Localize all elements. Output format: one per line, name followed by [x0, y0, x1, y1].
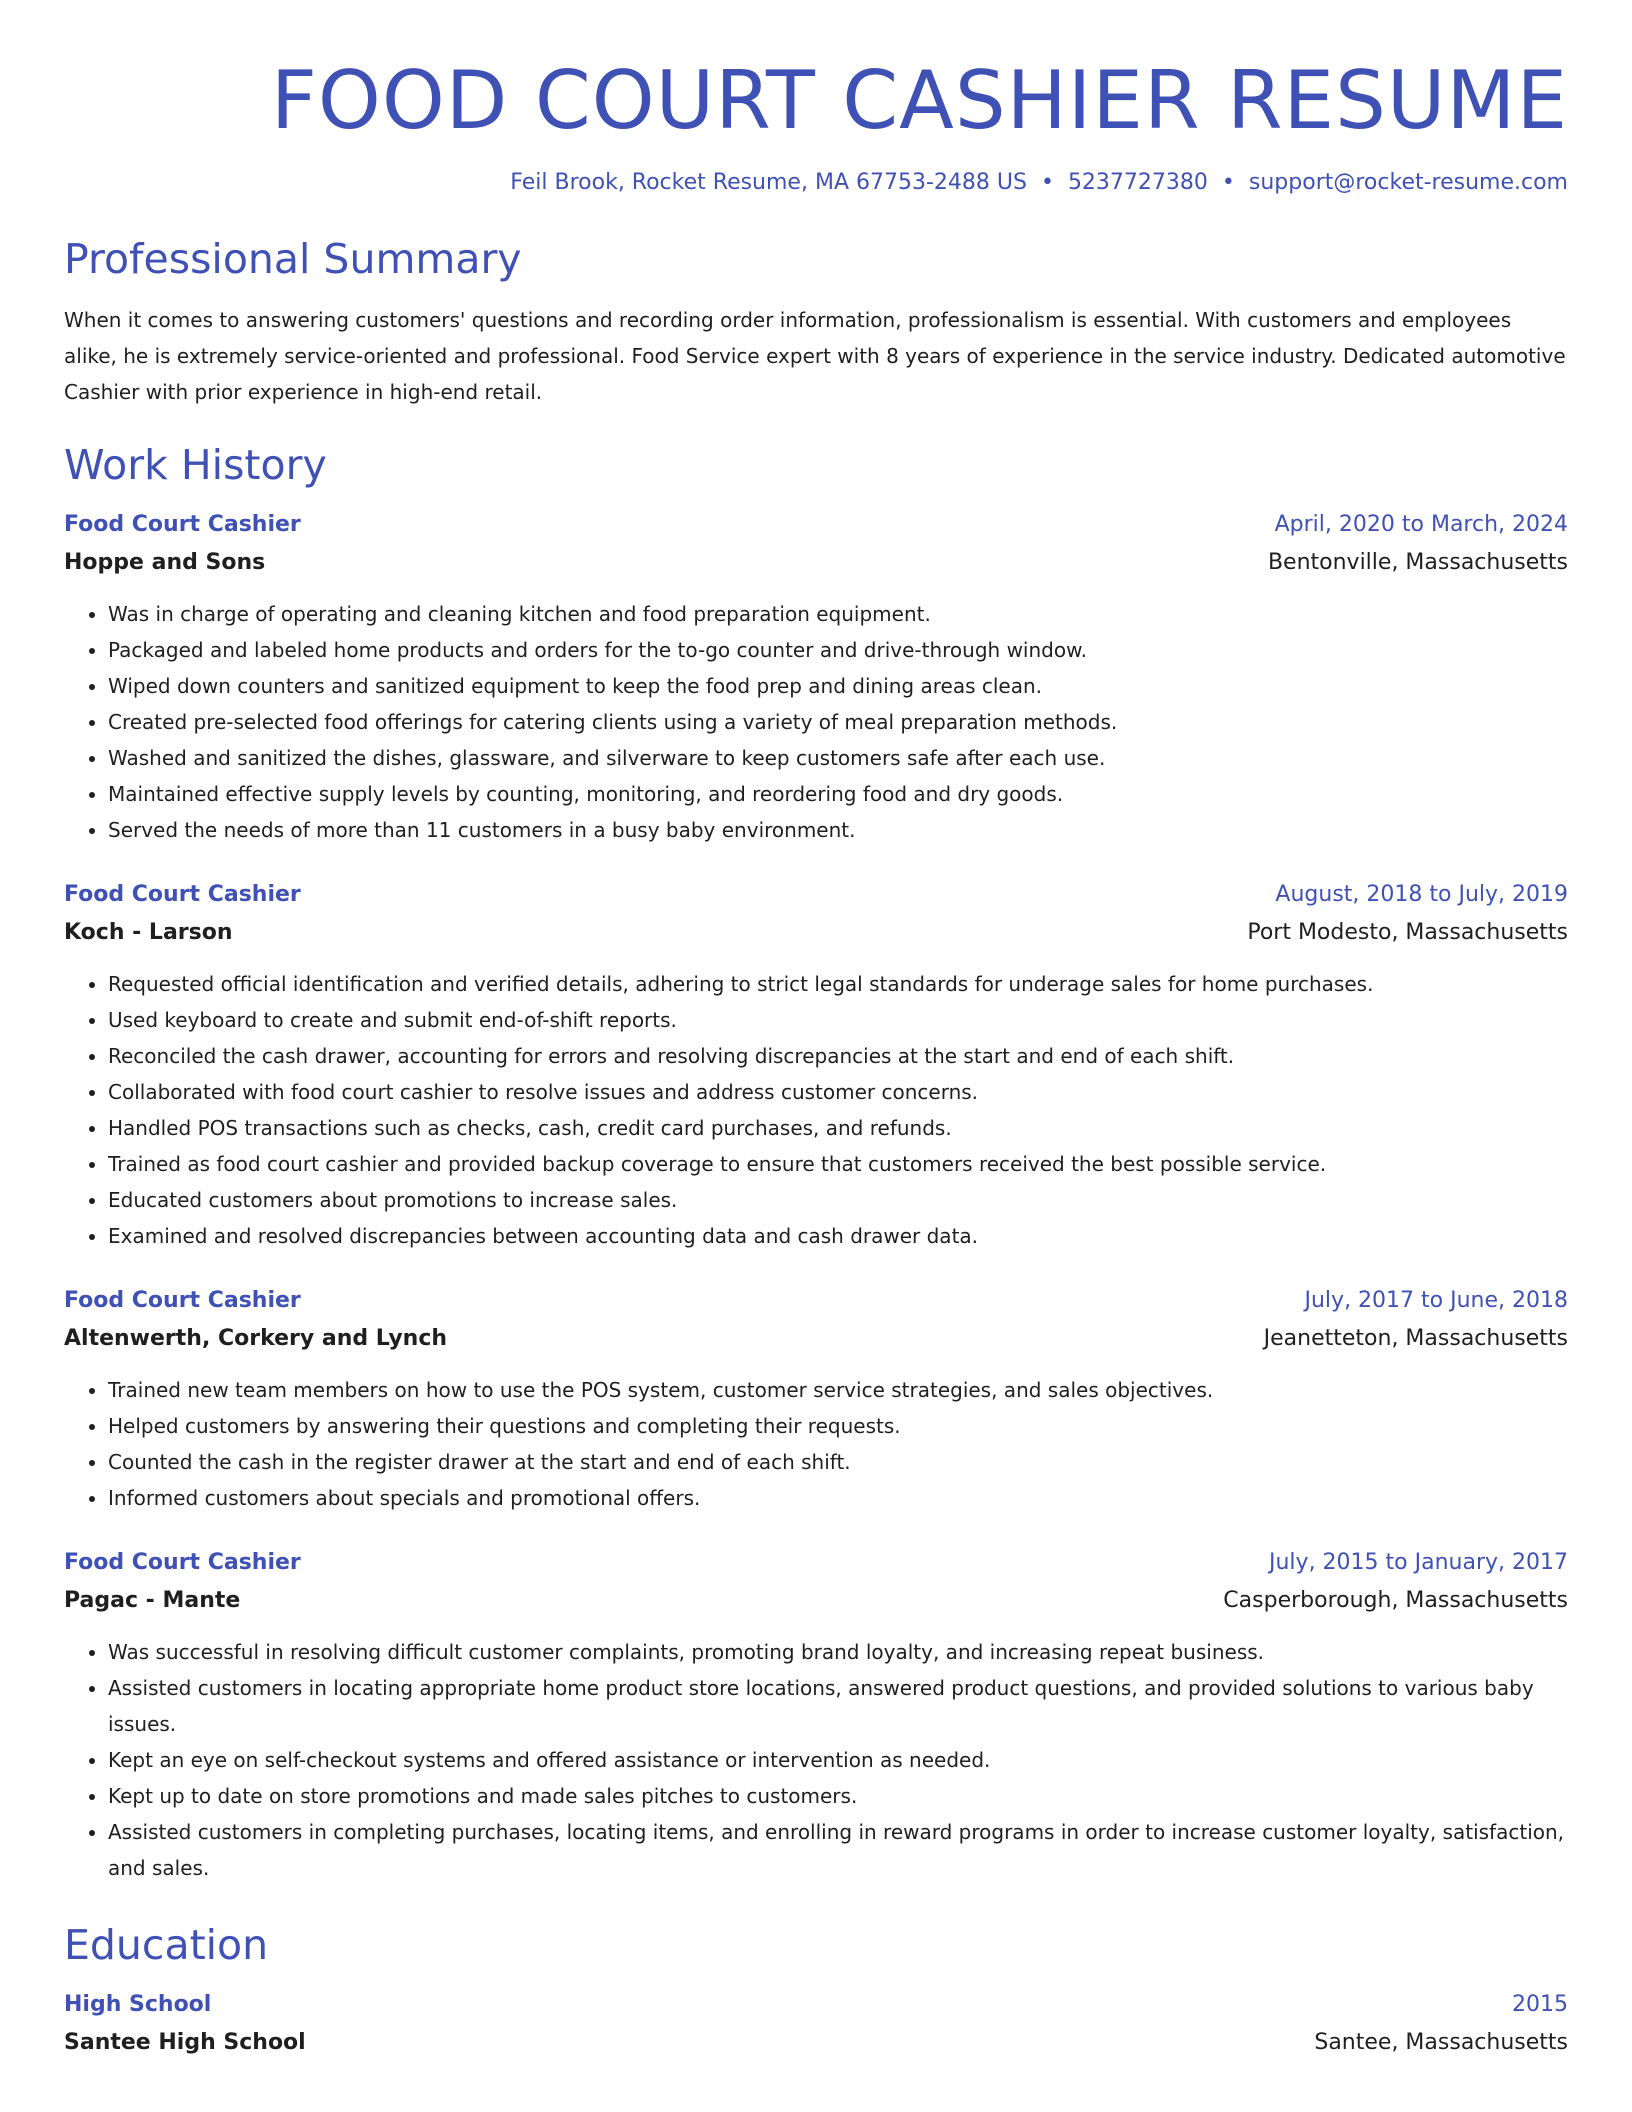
job-bullet: • Helped customers by answering their questions and completing their requests.	[108, 1408, 1568, 1444]
contact-address: Feil Brook, Rocket Resume, MA 67753-2488 US	[510, 170, 1027, 195]
job-company: Altenwerth, Corkery and Lynch	[64, 1326, 448, 1351]
job-bullet: • Informed customers about specials and promotional offers.	[108, 1480, 1568, 1516]
contact-separator: •	[1040, 170, 1054, 195]
resume-title: FOOD COURT CASHIER RESUME	[270, 54, 1568, 147]
job-entry	[64, 1282, 1568, 1516]
education-heading: Education	[64, 1921, 269, 1969]
job-bullet: • Educated customers about promotions to increase sales.	[108, 1182, 1568, 1218]
job-location: Jeanetteton, Massachusetts	[1263, 1326, 1568, 1351]
job-title: Food Court Cashier	[64, 882, 301, 907]
job-dates: August, 2018 to July, 2019	[1275, 882, 1568, 907]
job-location: Casperborough, Massachusetts	[1223, 1588, 1568, 1613]
job-bullet: • Kept up to date on store promotions and made sales pitches to customers.	[108, 1778, 1568, 1814]
job-title-row	[64, 876, 1568, 914]
job-title-row	[64, 1544, 1568, 1582]
job-bullet: • Packaged and labeled home products and orders for the to-go counter and drive-through window.	[108, 632, 1568, 668]
job-bullet: • Examined and resolved discrepancies between accounting data and cash drawer data.	[108, 1218, 1568, 1254]
job-bullet: • Used keyboard to create and submit end-of-shift reports.	[108, 1002, 1568, 1038]
contact-phone[interactable]: 5237727380	[1067, 170, 1208, 195]
job-bullet: • Served the needs of more than 11 customers in a busy baby environment.	[108, 812, 1568, 848]
education-school: Santee High School	[64, 2030, 306, 2055]
summary-heading: Professional Summary	[64, 235, 522, 283]
education-degree-row	[64, 1986, 1568, 2024]
work-history-heading: Work History	[64, 441, 327, 489]
job-dates: July, 2017 to June, 2018	[1304, 1288, 1568, 1313]
job-dates: April, 2020 to March, 2024	[1274, 512, 1568, 537]
job-entry	[64, 876, 1568, 1254]
job-bullet: • Requested official identification and verified details, adhering to strict legal standards for underage sales for home purchases.	[108, 966, 1568, 1002]
job-entry	[64, 506, 1568, 848]
job-bullet-list	[64, 966, 1568, 1254]
job-location: Bentonville, Massachusetts	[1267, 550, 1568, 575]
job-bullet: • Wiped down counters and sanitized equipment to keep the food prep and dining areas clean.	[108, 668, 1568, 704]
job-company-row	[64, 544, 1568, 582]
job-company: Koch - Larson	[64, 920, 233, 945]
job-bullet: • Assisted customers in locating appropriate home product store locations, answered product questions, and provided solutions to various baby issues.	[108, 1670, 1568, 1742]
job-company-row	[64, 914, 1568, 952]
job-bullet: • Created pre-selected food offerings for catering clients using a variety of meal preparation methods.	[108, 704, 1568, 740]
job-bullet-list	[64, 596, 1568, 848]
contact-email[interactable]: support@rocket-resume.com	[1248, 170, 1568, 195]
contact-separator: •	[1221, 170, 1235, 195]
job-company-row	[64, 1320, 1568, 1358]
job-bullet: • Assisted customers in completing purchases, locating items, and enrolling in reward programs in order to increase customer loyalty, satisfaction, and sales.	[108, 1814, 1568, 1886]
job-title-row	[64, 506, 1568, 544]
job-bullet: • Collaborated with food court cashier to resolve issues and address customer concerns.	[108, 1074, 1568, 1110]
job-company: Pagac - Mante	[64, 1588, 241, 1613]
job-dates: July, 2015 to January, 2017	[1269, 1550, 1568, 1575]
education-school-row	[64, 2024, 1568, 2062]
job-bullet: • Reconciled the cash drawer, accounting for errors and resolving discrepancies at the start and end of each shift.	[108, 1038, 1568, 1074]
job-bullet: • Trained as food court cashier and provided backup coverage to ensure that customers received the best possible service.	[108, 1146, 1568, 1182]
job-title: Food Court Cashier	[64, 512, 301, 537]
education-entry	[64, 1986, 1568, 2062]
job-bullet: • Kept an eye on self-checkout systems and offered assistance or intervention as needed.	[108, 1742, 1568, 1778]
job-bullet: • Was successful in resolving difficult customer complaints, promoting brand loyalty, and increasing repeat business.	[108, 1634, 1568, 1670]
job-title-row	[64, 1282, 1568, 1320]
job-title: Food Court Cashier	[64, 1550, 301, 1575]
job-company: Hoppe and Sons	[64, 550, 266, 575]
education-degree: High School	[64, 1992, 212, 2017]
resume-page	[64, 0, 1568, 2062]
job-bullet: • Washed and sanitized the dishes, glassware, and silverware to keep customers safe after each use.	[108, 740, 1568, 776]
contact-line	[64, 168, 1568, 198]
job-bullet: • Handled POS transactions such as checks, cash, credit card purchases, and refunds.	[108, 1110, 1568, 1146]
job-bullet: • Was in charge of operating and cleaning kitchen and food preparation equipment.	[108, 596, 1568, 632]
job-bullet-list	[64, 1372, 1568, 1516]
job-bullet: • Maintained effective supply levels by counting, monitoring, and reordering food and dry goods.	[108, 776, 1568, 812]
job-bullet-list	[64, 1634, 1568, 1886]
job-title: Food Court Cashier	[64, 1288, 301, 1313]
education-year: 2015	[1512, 1992, 1568, 2017]
job-bullet: • Counted the cash in the register drawer at the start and end of each shift.	[108, 1444, 1568, 1480]
job-company-row	[64, 1582, 1568, 1620]
education-location: Santee, Massachusetts	[1314, 2030, 1568, 2055]
job-location: Port Modesto, Massachusetts	[1247, 920, 1568, 945]
job-bullet: • Trained new team members on how to use the POS system, customer service strategies, and sales objectives.	[108, 1372, 1568, 1408]
summary-text: When it comes to answering customers' questions and recording order information, professionalism is essential. With customers and employees alike, he is extremely service-oriented and professional. Food Service expert with 8 years of experience in the service industry. Dedicated automotive Cashier with prior experience in high-end retail.	[64, 308, 1566, 404]
job-entry	[64, 1544, 1568, 1886]
